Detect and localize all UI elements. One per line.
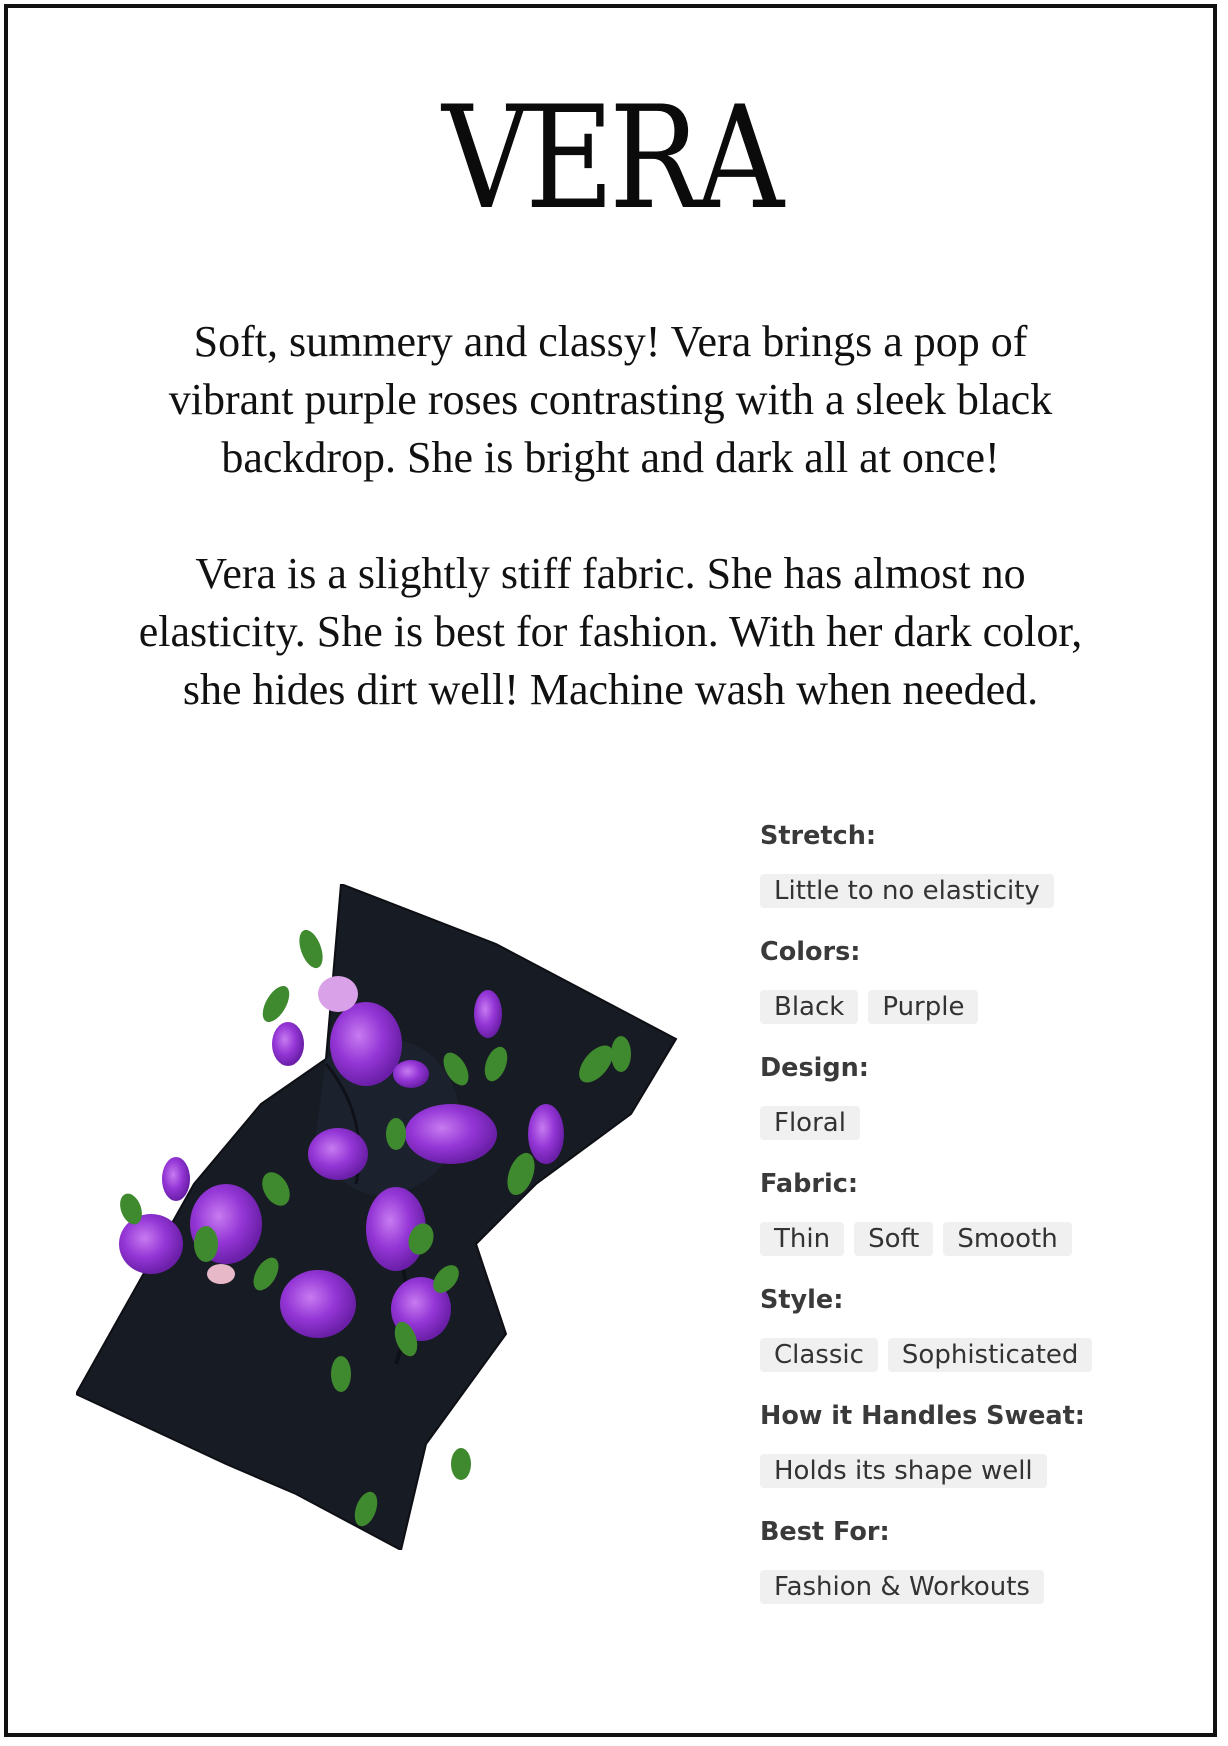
description-paragraph-2	[48, 545, 1173, 719]
description-line: Vera is a slightly stiff fabric. She has almost no	[195, 549, 1026, 598]
attribute-chip: Classic	[760, 1338, 878, 1372]
description-line: elasticity. She is best for fashion. With her dark color,	[138, 607, 1083, 656]
product-title: VERA	[442, 76, 779, 241]
attribute-values	[760, 1454, 1180, 1494]
page-frame	[4, 4, 1217, 1737]
attribute-values	[760, 1106, 1180, 1146]
attribute-values	[760, 990, 1180, 1030]
attribute-chip: Black	[760, 990, 858, 1024]
attribute-chip: Purple	[868, 990, 978, 1024]
attribute-chip: Smooth	[943, 1222, 1071, 1256]
attribute-values	[760, 874, 1180, 914]
attribute-label: How it Handles Sweat:	[760, 1401, 1085, 1431]
attribute-label: Design:	[760, 1053, 869, 1083]
attribute-label: Style:	[760, 1285, 844, 1315]
description-paragraph-1	[48, 313, 1173, 487]
attribute-values	[760, 1570, 1180, 1610]
attribute-chip: Holds its shape well	[760, 1454, 1047, 1488]
attribute-chip: Fashion & Workouts	[760, 1570, 1044, 1604]
attribute-label: Fabric:	[760, 1169, 859, 1199]
attribute-label: Stretch:	[760, 821, 877, 851]
attribute-values	[760, 1222, 1180, 1262]
attribute-chip: Sophisticated	[888, 1338, 1093, 1372]
attribute-values	[760, 1338, 1180, 1378]
attribute-list	[760, 816, 1180, 1628]
description-line: Soft, summery and classy! Vera brings a pop of	[193, 317, 1028, 366]
attribute-label: Best For:	[760, 1517, 890, 1547]
headband-product-image	[76, 884, 688, 1550]
description-line: vibrant purple roses contrasting with a sleek black	[168, 375, 1053, 424]
attribute-chip: Soft	[854, 1222, 933, 1256]
attribute-label: Colors:	[760, 937, 861, 967]
description-line: backdrop. She is bright and dark all at once!	[221, 433, 1000, 482]
attribute-chip: Floral	[760, 1106, 860, 1140]
description-line: she hides dirt well! Machine wash when needed.	[182, 665, 1039, 714]
attribute-chip: Thin	[760, 1222, 844, 1256]
attribute-chip: Little to no elasticity	[760, 874, 1054, 908]
